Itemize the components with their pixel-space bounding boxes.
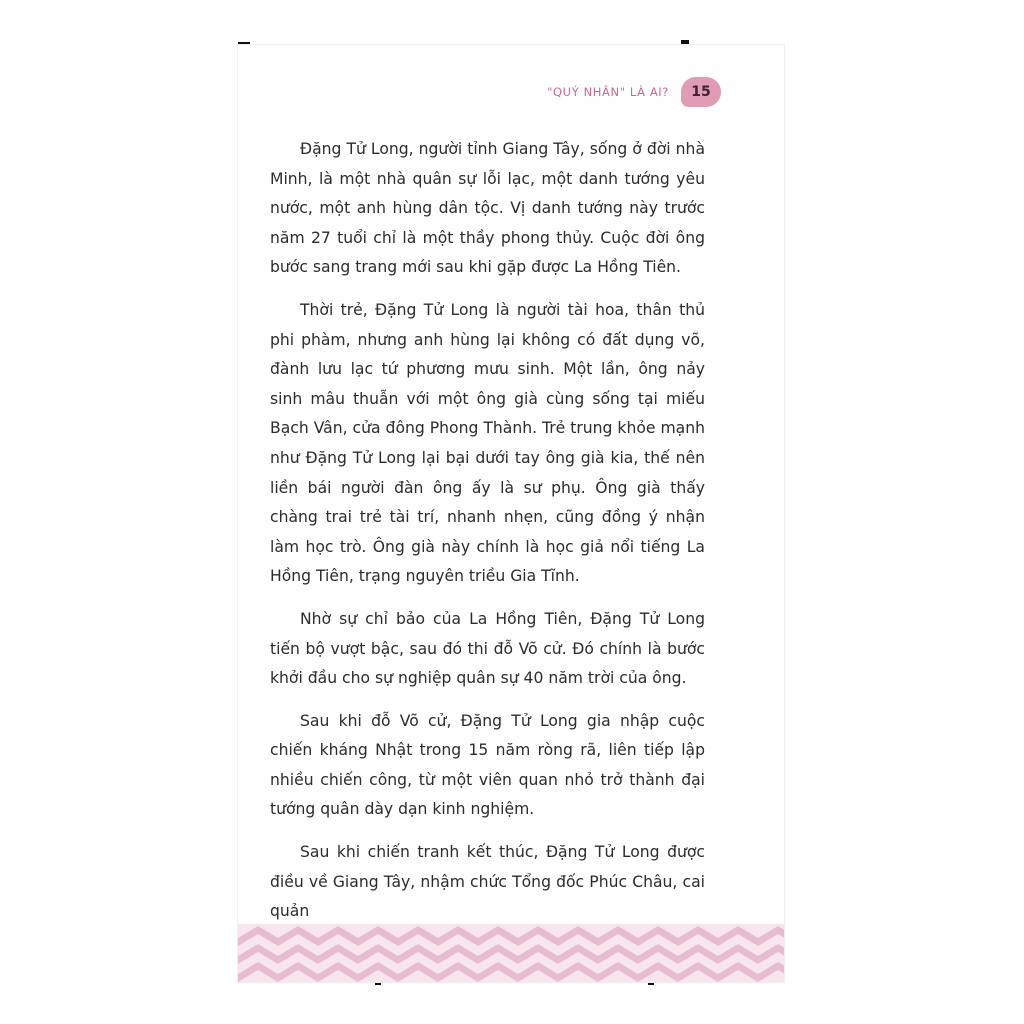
- body-text: [270, 135, 705, 940]
- running-head: "QUÝ NHÂN" LÀ AI?: [547, 85, 669, 99]
- page-number-badge: [681, 77, 721, 107]
- zigzag-border-decoration: [238, 924, 784, 982]
- page-number: 15: [691, 84, 711, 100]
- paragraph: Thời trẻ, Đặng Tử Long là người tài hoa, thân thủ phi phàm, nhưng anh hùng lại không có đất dụng võ, đành lưu lạc tứ phương mưu sinh. Một lần, ông nảy sinh mâu thuẫn với một ông già cùng sống tại miếu Bạch Vân, cửa đông Phong Thành. Trẻ trung khỏe mạnh như Đặng Tử Long lại bại dưới tay ông già kia, thế nên liền bái người đàn ông ấy là sư phụ. Ông già thấy chàng trai trẻ tài trí, nhanh nhẹn, cũng đồng ý nhận làm học trò. Ông già này chính là học giả nổi tiếng La Hồng Tiên, trạng nguyên triều Gia Tĩnh.: [270, 300, 705, 586]
- paragraph: Nhờ sự chỉ bảo của La Hồng Tiên, Đặng Tử Long tiến bộ vượt bậc, sau đó thi đỗ Võ cử. Đó chính là bước khởi đầu cho sự nghiệp quân sự 40 năm trời của ông.: [270, 609, 705, 688]
- paragraph: Đặng Tử Long, người tỉnh Giang Tây, sống ở đời nhà Minh, là một nhà quân sự lỗi lạc, một danh tướng yêu nước, một anh hùng dân tộc. Vị danh tướng này trước năm 27 tuổi chỉ là một thầy phong thủy. Cuộc đời ông bước sang trang mới sau khi gặp được La Hồng Tiên.: [270, 140, 705, 277]
- page-header: [547, 77, 721, 107]
- paragraph: Sau khi chiến tranh kết thúc, Đặng Tử Long được điều về Giang Tây, nhậm chức Tổng đốc Phúc Châu, cai quản: [270, 843, 705, 921]
- paragraph: Sau khi đỗ Võ cử, Đặng Tử Long gia nhập cuộc chiến kháng Nhật trong 15 năm ròng rã, liên tiếp lập nhiều chiến công, từ một viên quan nhỏ trở thành đại tướng quân dày dạn kinh nghiệm.: [270, 711, 705, 819]
- book-page: [238, 45, 784, 982]
- crop-mark-top-right: [681, 40, 689, 44]
